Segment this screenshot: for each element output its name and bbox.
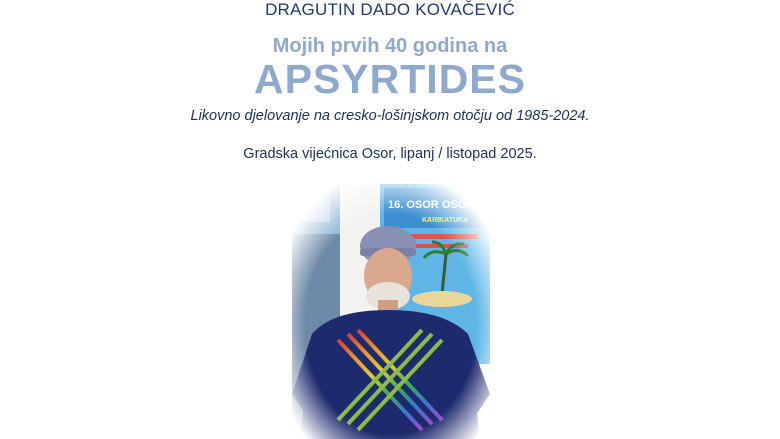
exhibition-subtitle: Mojih prvih 40 godina na	[272, 35, 508, 57]
artist-photo	[292, 184, 490, 439]
exhibition-tagline: Likovno djelovanje na cresko-lošinjskom otočju od 1985-2024.	[190, 108, 590, 124]
exhibition-title: APSYRTIDES	[254, 56, 526, 102]
author-name: DRAGUTIN DADO KOVAČEVIĆ	[265, 0, 515, 19]
venue-date: Gradska vijećnica Osor, lipanj / listopad 2025.	[243, 146, 537, 162]
